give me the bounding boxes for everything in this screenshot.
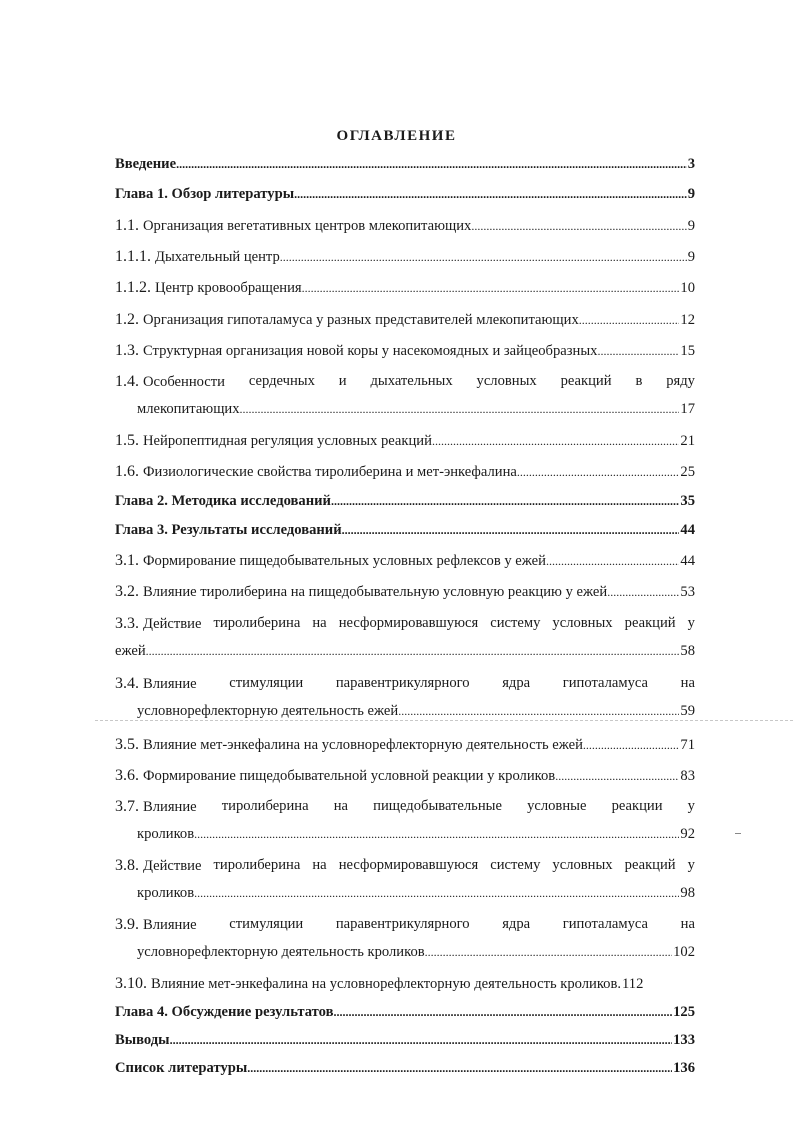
toc-section-number: 3.10. [115, 975, 147, 992]
toc-entry-label: Глава 1. Обзор литературы [115, 186, 295, 202]
toc-page-number: 25 [680, 464, 695, 480]
toc-section-number: 3.4. Влияние [115, 675, 197, 692]
dot-leader [583, 739, 680, 751]
toc-section-number: 1.6. [115, 463, 139, 480]
toc-word: реакций [624, 615, 676, 631]
toc-word: условных [552, 857, 613, 873]
toc-entry-label: Глава 4. Обсуждение результатов [115, 1004, 334, 1020]
toc-word: ядра [502, 916, 531, 932]
toc-page-number: 98 [680, 885, 695, 901]
toc-entry-label: кроликов [137, 826, 195, 842]
toc-entry-label: Структурная организация новой коры у насекомоядных и зайцеобразных [143, 343, 598, 359]
toc-entry-1-2 [115, 310, 695, 330]
toc-entry-introduction [115, 155, 695, 174]
toc-entry-3-3 [115, 614, 695, 661]
toc-page-number: 15 [680, 343, 695, 359]
toc-entry-3-7 [115, 797, 695, 844]
toc-word: тиролиберина [221, 798, 309, 814]
toc-word: у [687, 798, 695, 814]
toc-entry-label: Центр кровообращения [155, 280, 302, 296]
toc-entry-1-1-2 [115, 278, 695, 298]
toc-entry-3-4 [115, 674, 695, 721]
toc-word: паравентрикулярного [335, 916, 470, 932]
toc-word: ядра [502, 675, 531, 691]
toc-page-number: 133 [673, 1032, 695, 1048]
dot-leader [170, 1034, 673, 1046]
toc-word: пищедобывательные [373, 798, 502, 814]
dot-leader [597, 345, 679, 357]
dot-leader [432, 435, 679, 447]
toc-word: условных [476, 373, 537, 389]
toc-word: дыхательных [370, 373, 453, 389]
page-title: ОГЛАВЛЕНИЕ [336, 128, 457, 144]
dot-leader [342, 524, 680, 536]
dot-leader [194, 887, 679, 899]
dot-leader [247, 1062, 672, 1074]
toc-word: ряду [666, 373, 695, 389]
dot-leader [294, 188, 687, 200]
dot-leader [517, 466, 680, 478]
toc-entry-1-1 [115, 216, 695, 236]
toc-page-number: 92 [680, 826, 695, 842]
toc-section-number: 3.5. [115, 736, 139, 753]
toc-page-number: 44 [680, 522, 695, 538]
toc-page-number: 59 [680, 703, 695, 719]
toc-page-number: 9 [687, 249, 695, 265]
toc-entry-chapter-4 [115, 1003, 695, 1022]
toc-entry-label: Организация гипоталамуса у разных представителей млекопитающих [143, 312, 579, 328]
toc-word: реакций [560, 373, 612, 389]
toc-word: тиролиберина [213, 615, 301, 631]
scan-speck [735, 833, 741, 834]
toc-word: реакций [624, 857, 676, 873]
toc-entry-3-8 [115, 856, 695, 903]
dot-leader [555, 770, 679, 782]
dot-leader [146, 645, 680, 657]
toc-section-number: 3.7. Влияние [115, 798, 197, 815]
toc-section-number: 3.3. Действие [115, 615, 202, 632]
toc-word: у [687, 857, 695, 873]
toc-section-number: 1.1.1. [115, 248, 151, 265]
toc-entry-1-5 [115, 431, 695, 451]
toc-page-number: 3 [687, 156, 695, 172]
toc-entry-3-6 [115, 766, 695, 786]
toc-entry-label: Глава 3. Результаты исследований [115, 522, 342, 538]
toc-word: несформировавшуюся [338, 615, 479, 631]
toc-entry-3-10 [115, 974, 695, 994]
dot-leader [471, 220, 686, 232]
toc-entry-label: кроликов [137, 885, 195, 901]
toc-page-number: 125 [673, 1004, 695, 1020]
toc-page-number: 35 [680, 493, 695, 509]
toc-entry-3-5 [115, 735, 695, 755]
dot-leader [280, 251, 687, 263]
toc-word: и [338, 373, 347, 389]
toc-entry-conclusions [115, 1031, 695, 1050]
toc-entry-label: Влияние мет-энкефалина на условнорефлекторную деятельность кроликов. [151, 976, 622, 992]
toc-entry-label: Формирование пищедобывательной условной реакции у кроликов [143, 768, 556, 784]
toc-word: несформировавшуюся [338, 857, 479, 873]
toc-entry-chapter-2 [115, 492, 695, 511]
toc-entry-label: Введение [115, 156, 177, 172]
toc-word: на [333, 798, 349, 814]
toc-word: на [312, 615, 327, 631]
dot-leader [546, 555, 679, 567]
toc-page-number: 12 [680, 312, 695, 328]
toc-page-number: 44 [680, 553, 695, 569]
toc-entry-label: Нейропептидная регуляция условных реакций [143, 433, 432, 449]
toc-page-number: 136 [673, 1060, 695, 1076]
toc-section-number: 3.2. [115, 583, 139, 600]
toc-page-number: 71 [680, 737, 695, 753]
toc-word: у [687, 615, 695, 631]
toc-section-number: 1.3. [115, 342, 139, 359]
dot-leader [333, 1006, 672, 1018]
toc-entry-label: Дыхательный центр [155, 249, 280, 265]
toc-page-number: 58 [680, 643, 695, 659]
toc-page-number: 102 [673, 944, 695, 960]
toc-word: на [680, 675, 695, 691]
toc-entry-label: Список литературы [115, 1060, 248, 1076]
toc-word: паравентрикулярного [335, 675, 470, 691]
toc-page-number: 83 [680, 768, 695, 784]
toc-word: тиролиберина [213, 857, 301, 873]
toc-page-number: 17 [680, 401, 695, 417]
toc-word: реакции [611, 798, 663, 814]
toc-word: гипоталамуса [562, 675, 649, 691]
toc-section-number: 1.1.2. [115, 279, 151, 296]
toc-entry-1-4 [115, 372, 695, 419]
toc-page-number: 9 [687, 218, 695, 234]
toc-entry-label: Физиологические свойства тиролиберина и мет-энкефалина [143, 464, 517, 480]
toc-entry-label: млекопитающих [137, 401, 240, 417]
toc-entry-label: Влияние мет-энкефалина на условнорефлекторную деятельность ежей [143, 737, 583, 753]
toc-page-number: 9 [687, 186, 695, 202]
toc-entry-1-3 [115, 341, 695, 361]
toc-word: на [680, 916, 695, 932]
toc-entry-label: условнорефлекторную деятельность кроликов [137, 944, 425, 960]
toc-section-number: 3.8. Действие [115, 857, 202, 874]
toc-page-number: 53 [680, 584, 695, 600]
toc-entry-label: ежей [115, 643, 146, 659]
toc-entry-label: Организация вегетативных центров млекопитающих [143, 218, 472, 234]
toc-section-number: 3.6. [115, 767, 139, 784]
toc-word: в [635, 373, 643, 389]
toc-word: систему [490, 857, 541, 873]
toc-entry-references [115, 1059, 695, 1078]
toc-section-number: 3.1. [115, 552, 139, 569]
toc-entry-label: Формирование пищедобывательных условных рефлексов у ежей [143, 553, 546, 569]
dot-leader [398, 705, 679, 717]
toc-entry-3-9 [115, 915, 695, 962]
toc-page-number: 10 [680, 280, 695, 296]
toc-entry-3-1 [115, 551, 695, 571]
dot-leader [579, 314, 680, 326]
toc-page-number: 112 [622, 976, 644, 992]
dot-leader [425, 946, 672, 958]
dot-leader [176, 158, 687, 170]
toc-word: сердечных [248, 373, 315, 389]
dot-leader [302, 282, 680, 294]
toc-word: систему [490, 615, 541, 631]
dot-leader [331, 495, 679, 507]
toc-word: гипоталамуса [562, 916, 649, 932]
toc-entry-chapter-1 [115, 185, 695, 204]
toc-word: на [312, 857, 327, 873]
toc-word: условные [527, 798, 587, 814]
dot-leader [607, 586, 679, 598]
toc-entry-label: Выводы [115, 1032, 170, 1048]
toc-entry-1-1-1 [115, 247, 695, 267]
toc-entry-label: Влияние тиролиберина на пищедобывательную условную реакцию у ежей [143, 584, 608, 600]
toc-word: стимуляции [229, 675, 304, 691]
toc-section-number: 1.2. [115, 311, 139, 328]
toc-entry-label: условнорефлекторную деятельность ежей [137, 703, 399, 719]
toc-entry-label: Глава 2. Методика исследований [115, 493, 331, 509]
dot-leader [240, 403, 680, 415]
scan-artifact-line [95, 720, 793, 721]
toc-word: условных [552, 615, 613, 631]
toc-section-number: 3.9. Влияние [115, 916, 197, 933]
toc-section-number: 1.4. Особенности [115, 373, 225, 390]
dot-leader [194, 828, 679, 840]
toc-page-number: 21 [680, 433, 695, 449]
toc-section-number: 1.5. [115, 432, 139, 449]
toc-section-number: 1.1. [115, 217, 139, 234]
toc-word: стимуляции [229, 916, 304, 932]
toc-entry-chapter-3 [115, 521, 695, 540]
toc-entry-1-6 [115, 462, 695, 482]
toc-entry-3-2 [115, 582, 695, 602]
